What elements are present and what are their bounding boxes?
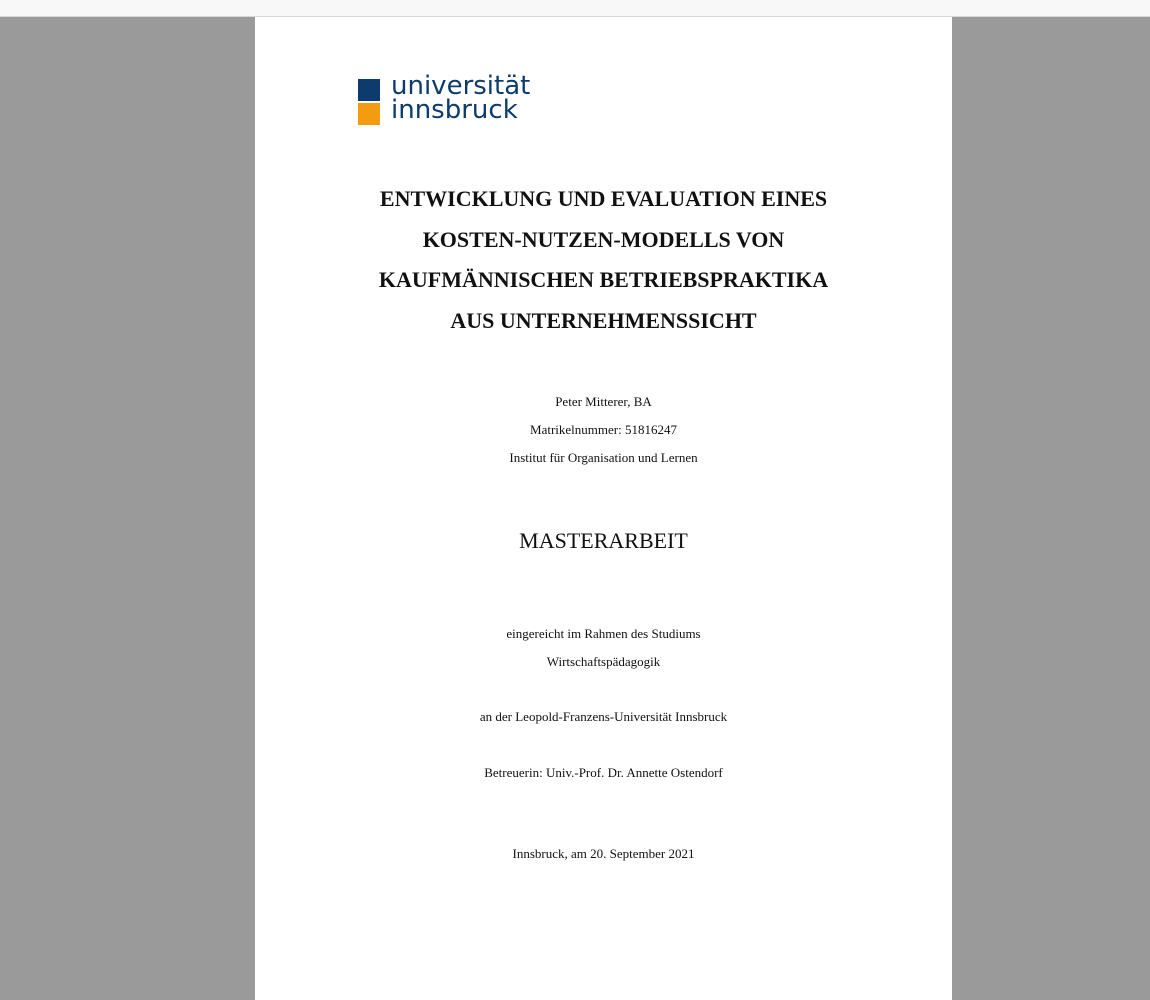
title-line-3: KAUFMÄNNISCHEN BETRIEBSPRAKTIKA xyxy=(378,267,829,292)
logo-square-orange xyxy=(358,103,380,125)
document-page xyxy=(255,17,952,1000)
logo-wordmark xyxy=(391,71,531,125)
institute-name: Institut für Organisation und Lernen xyxy=(509,450,698,465)
thesis-type: MASTERARBEIT xyxy=(519,528,688,553)
logo-line-2: innsbruck xyxy=(391,95,518,125)
title-line-2: KOSTEN-NUTZEN-MODELLS VON xyxy=(422,226,785,252)
place-date-line: Innsbruck, am 20. September 2021 xyxy=(512,846,695,861)
study-program: Wirtschaftspädagogik xyxy=(546,654,661,669)
viewer-toolbar xyxy=(0,0,1150,17)
thesis-title xyxy=(255,179,952,341)
author-block xyxy=(255,388,952,472)
supervisor-line: Betreuerin: Univ.-Prof. Dr. Annette Ostendorf xyxy=(484,765,723,780)
submission-line-1: eingereicht im Rahmen des Studiums xyxy=(506,626,701,641)
logo-square-blue xyxy=(358,79,380,101)
university-line: an der Leopold-Franzens-Universität Innsbruck xyxy=(479,709,728,724)
title-line-1: ENTWICKLUNG UND EVALUATION EINES xyxy=(379,186,828,211)
university-logo xyxy=(358,71,558,127)
title-line-4: AUS UNTERNEHMENSSICHT xyxy=(450,307,757,333)
document-viewport[interactable] xyxy=(0,17,1150,1000)
logo-line-1: universität xyxy=(391,71,531,101)
matriculation-number: Matrikelnummer: 51816247 xyxy=(530,422,677,437)
author-name: Peter Mitterer, BA xyxy=(555,394,652,409)
